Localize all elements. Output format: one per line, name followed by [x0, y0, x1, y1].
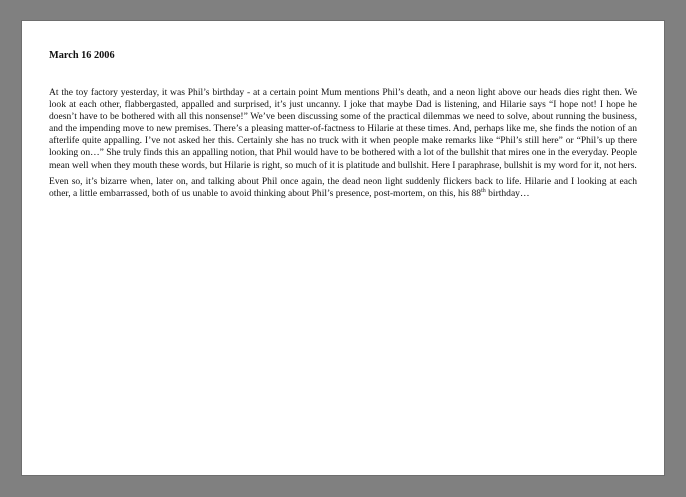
document-content [49, 49, 637, 200]
ordinal-suffix: th [481, 187, 486, 194]
paragraph-2-text: Even so, it’s bizarre when, later on, and talking about Phil once again, the dead neon light suddenly flickers back to life. Hilarie and I looking at each other, a little embarrassed, both of us unable to avoid thinking about Phil’s presence, post-mortem, on this, his 88 [49, 175, 637, 199]
paragraph-2-ending: birthday… [485, 187, 530, 199]
paragraph-1: At the toy factory yesterday, it was Phil’s birthday - at a certain point Mum mentions Phil’s death, and a neon light above our heads dies right then. We look at each other, flabbergasted, appalled and surprised, it’s just uncanny. I joke that maybe Dad is listening, and Hilarie says “I hope not! I hope he doesn’t have to be bothered with all this nonsense!” We’ve been discussing some of the practical dilemmas we need to solve, about running the business, and the impending move to new premises. There’s a pleasing matter-of-factness to Hilarie at these times. And, perhaps like me, she finds the notion of an afterlife quite appalling. I’ve not asked her this. Certainly she has no truck with it when people make remarks like “Phil’s still here” or “Phil’s up there looking on…” She truly finds this an appalling notion, that Phil would have to be bothered with a lot of the bullshit that mires one in the everyday. People mean well when they mouth these words, but Hilarie is right, so much of it is platitude and bullshit. Here I paraphrase, bullshit is my word for it, not hers. [49, 87, 638, 171]
paragraph-2 [49, 176, 637, 200]
date-heading: March 16 2006 [49, 50, 115, 61]
document-page [22, 21, 664, 475]
